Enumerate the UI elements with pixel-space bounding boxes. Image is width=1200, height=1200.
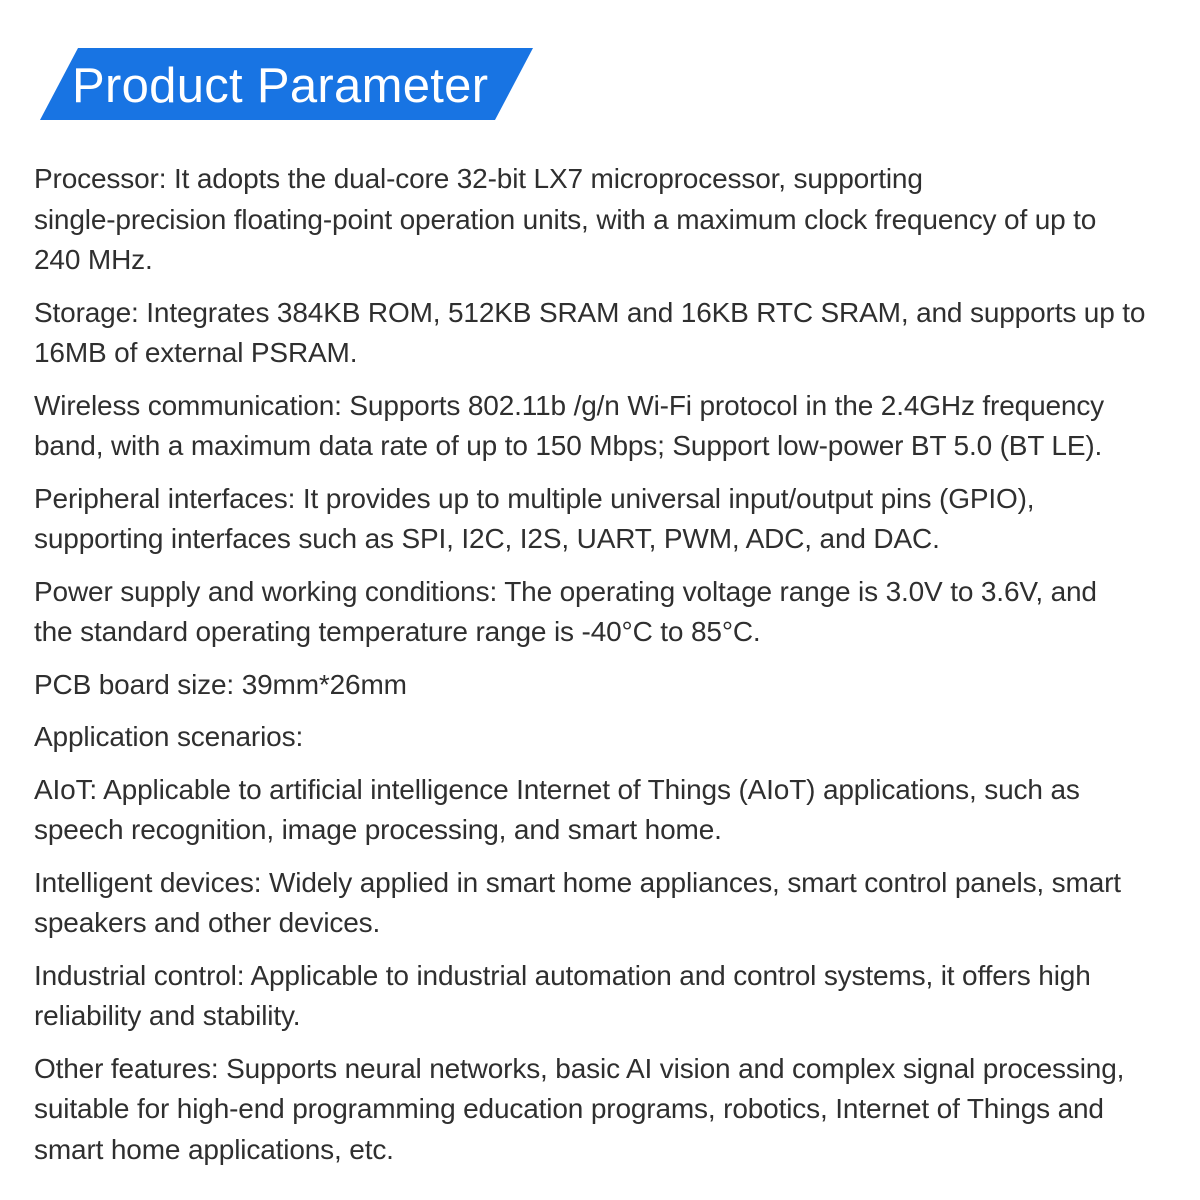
text-line: Application scenarios: xyxy=(34,721,304,752)
parameter-list xyxy=(34,159,1184,1182)
paragraph-storage xyxy=(34,293,1184,374)
paragraph-wireless xyxy=(34,386,1184,467)
text-line: Processor: It adopts the dual-core 32-bit LX7 microprocessor, supporting xyxy=(34,163,923,194)
text-line: speech recognition, image processing, and smart home. xyxy=(34,814,722,845)
paragraph-aiot xyxy=(34,770,1184,851)
paragraph-pcb-size xyxy=(34,665,1184,706)
text-line: the standard operating temperature range is -40°C to 85°C. xyxy=(34,616,761,647)
text-line: Wireless communication: Supports 802.11b /g/n Wi-Fi protocol in the 2.4GHz frequency xyxy=(34,389,1105,421)
text-line: Intelligent devices: Widely applied in smart home appliances, smart control panels, smart xyxy=(34,866,1121,898)
text-line: supporting interfaces such as SPI, I2C, I2S, UART, PWM, ADC, and DAC. xyxy=(34,523,940,554)
text-line: PCB board size: 39mm*26mm xyxy=(34,668,407,700)
paragraph-power xyxy=(34,572,1184,653)
text-line: band, with a maximum data rate of up to 150 Mbps; Support low-power BT 5.0 (BT LE). xyxy=(34,430,1103,461)
text-line: 16MB of external PSRAM. xyxy=(34,337,358,368)
paragraph-industrial-control xyxy=(34,956,1184,1037)
text-line: Industrial control: Applicable to industrial automation and control systems, it offers high xyxy=(34,959,1091,991)
page-title: Product Parameter xyxy=(72,59,489,113)
paragraph-intelligent-devices xyxy=(34,863,1184,944)
text-line: reliability and stability. xyxy=(34,1000,301,1031)
text-line: Other features: Supports neural networks, basic AI vision and complex signal processing, xyxy=(34,1052,1125,1084)
text-line: smart home applications, etc. xyxy=(34,1133,394,1165)
text-line: Peripheral interfaces: It provides up to multiple universal input/output pins (GPIO), xyxy=(34,482,1035,514)
text-line: 240 MHz. xyxy=(34,244,153,275)
text-line: single-precision floating-point operation units, with a maximum clock frequency of up to xyxy=(34,203,1097,235)
paragraph-peripheral xyxy=(34,479,1184,560)
paragraph-processor xyxy=(34,159,1184,281)
text-line: Power supply and working conditions: The operating voltage range is 3.0V to 3.6V, and xyxy=(34,575,1097,607)
text-line: speakers and other devices. xyxy=(34,907,381,938)
text-line: suitable for high-end programming education programs, robotics, Internet of Things and xyxy=(34,1093,1104,1124)
paragraph-other-features xyxy=(34,1049,1184,1171)
text-line: Storage: Integrates 384KB ROM, 512KB SRAM and 16KB RTC SRAM, and supports up to xyxy=(34,296,1146,328)
text-line: AIoT: Applicable to artificial intelligence Internet of Things (AIoT) applications, such as xyxy=(34,773,1080,805)
paragraph-application-heading xyxy=(34,717,1184,758)
